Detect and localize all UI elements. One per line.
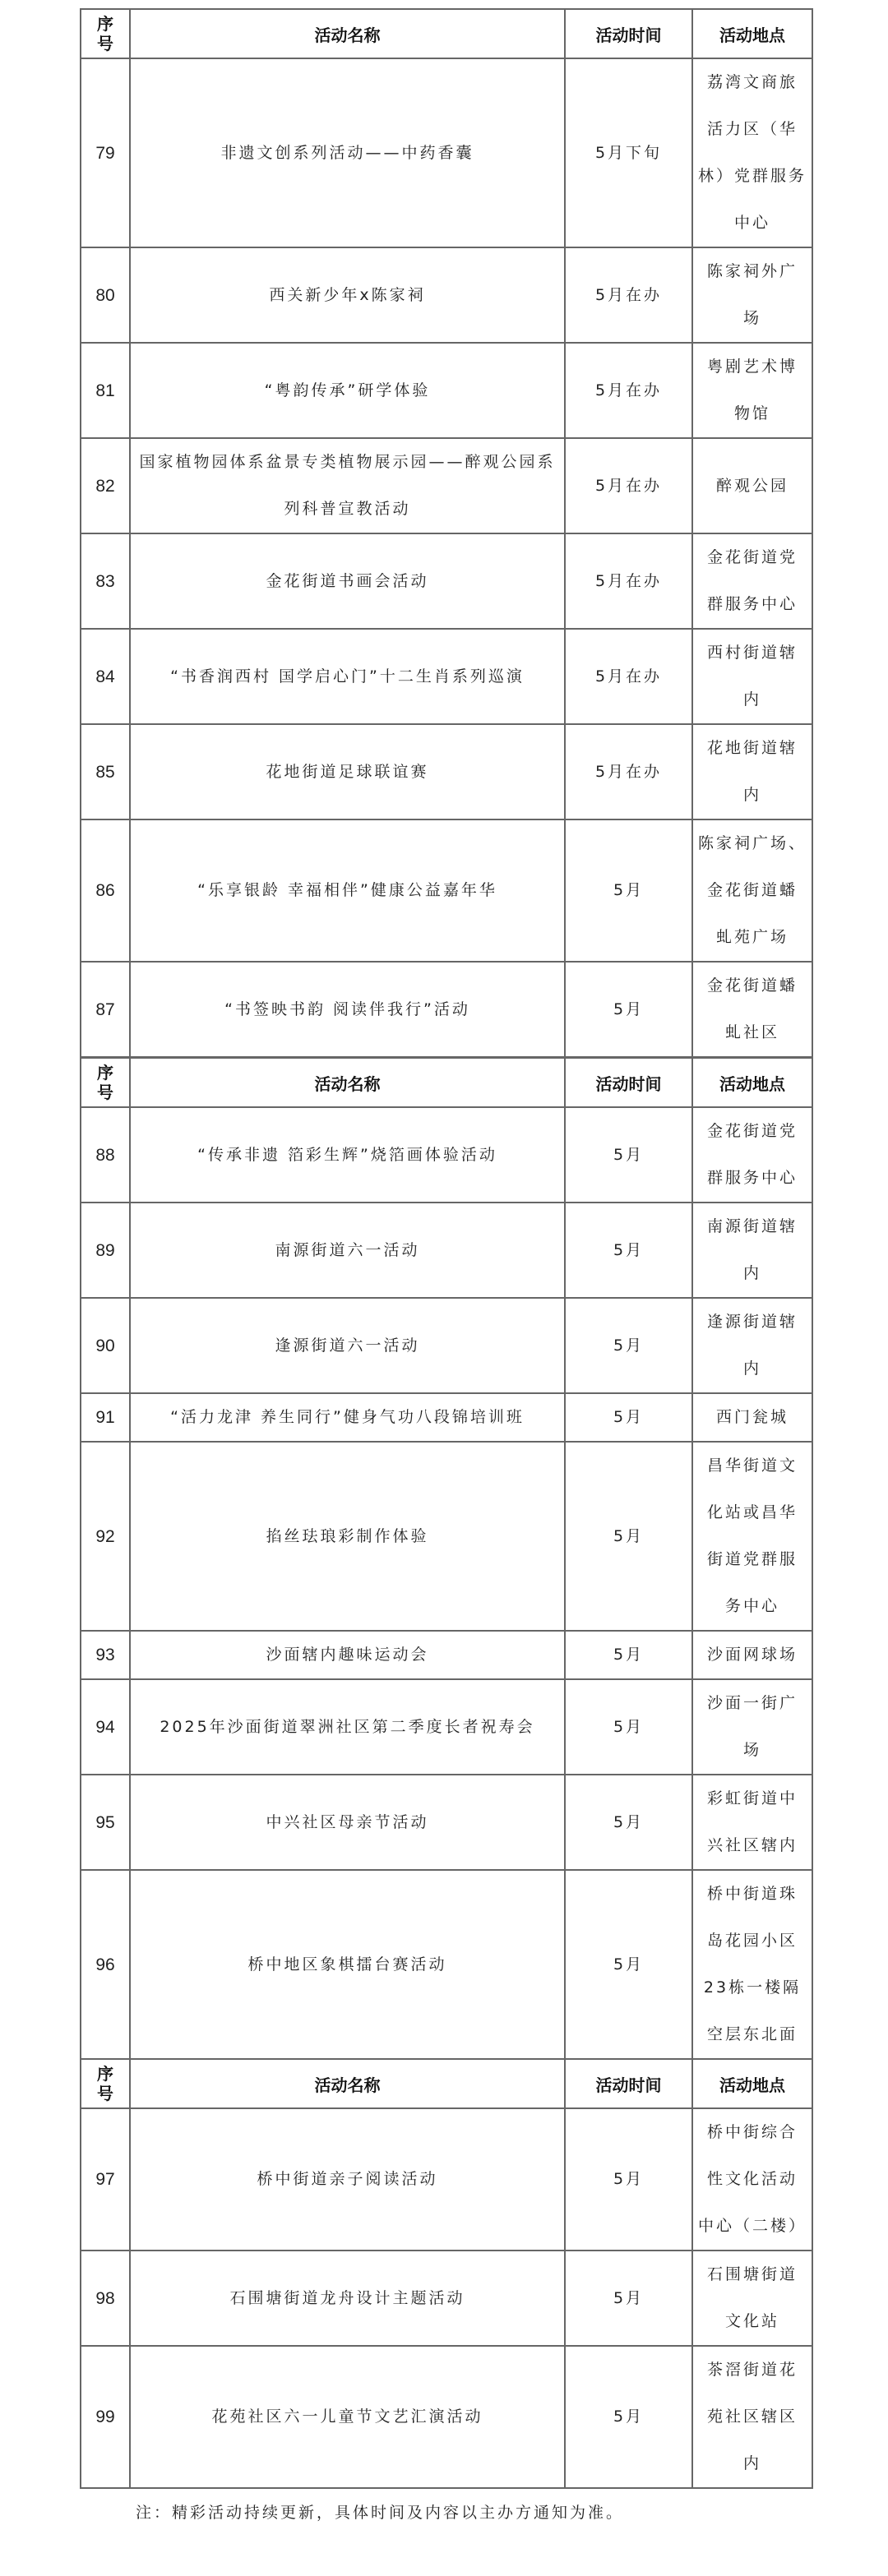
cell-name: “活力龙津 养生同行”健身气功八段锦培训班 [130, 1393, 565, 1442]
cell-time: 5月 [565, 1775, 692, 1870]
header-time: 活动时间 [565, 2059, 692, 2108]
table-row [81, 819, 812, 962]
cell-name: 逢源街道六一活动 [130, 1298, 565, 1393]
cell-location: 醉观公园 [692, 438, 812, 533]
cell-time: 5月 [565, 1679, 692, 1775]
cell-time: 5月 [565, 819, 692, 962]
activity-table [80, 1057, 813, 2060]
cell-location: 彩虹街道中 兴社区辖内 [692, 1775, 812, 1870]
cell-location: 金花街道党 群服务中心 [692, 533, 812, 629]
cell-name: 花地街道足球联谊赛 [130, 724, 565, 819]
cell-name: 花苑社区六一儿童节文艺汇演活动 [130, 2346, 565, 2488]
cell-name: 南源街道六一活动 [130, 1203, 565, 1298]
footnote: 注：精彩活动持续更新，具体时间及内容以主办方通知为准。 [136, 2504, 625, 2522]
cell-location: 桥中街道珠 岛花园小区 23栋一楼隔 空层东北面 [692, 1870, 812, 2059]
table-row [81, 2251, 812, 2346]
header-name: 活动名称 [130, 1058, 565, 1107]
cell-location: 粤剧艺术博 物馆 [692, 343, 812, 438]
cell-time: 5月 [565, 1442, 692, 1631]
cell-no: 99 [81, 2346, 130, 2488]
header-no: 序 号 [81, 1058, 130, 1107]
cell-location: 南源街道辖 内 [692, 1203, 812, 1298]
cell-no: 91 [81, 1393, 130, 1442]
cell-name: 沙面辖内趣味运动会 [130, 1631, 565, 1679]
table-row [81, 1393, 812, 1442]
cell-no: 95 [81, 1775, 130, 1870]
cell-no: 80 [81, 247, 130, 343]
table-row [81, 1442, 812, 1631]
header-no: 序 号 [81, 2059, 130, 2108]
cell-location: 沙面网球场 [692, 1631, 812, 1679]
cell-name: 国家植物园体系盆景专类植物展示园——醉观公园系 列科普宣教活动 [130, 438, 565, 533]
cell-time: 5月 [565, 1107, 692, 1203]
cell-name: 桥中地区象棋擂台赛活动 [130, 1870, 565, 2059]
cell-name: “乐享银龄 幸福相伴”健康公益嘉年华 [130, 819, 565, 962]
cell-no: 97 [81, 2108, 130, 2251]
header-row [81, 9, 812, 58]
cell-time: 5月在办 [565, 247, 692, 343]
cell-location: 逢源街道辖 内 [692, 1298, 812, 1393]
cell-location: 花地街道辖 内 [692, 724, 812, 819]
table-row [81, 962, 812, 1057]
cell-time: 5月在办 [565, 343, 692, 438]
table-row [81, 724, 812, 819]
cell-location: 金花街道蟠 虬社区 [692, 962, 812, 1057]
table-row [81, 247, 812, 343]
activity-table [80, 8, 813, 1058]
cell-time: 5月下旬 [565, 58, 692, 247]
header-location: 活动地点 [692, 1058, 812, 1107]
header-time: 活动时间 [565, 1058, 692, 1107]
header-time: 活动时间 [565, 9, 692, 58]
cell-time: 5月在办 [565, 438, 692, 533]
cell-name: 石围塘街道龙舟设计主题活动 [130, 2251, 565, 2346]
cell-location: 荔湾文商旅 活力区（华 林）党群服务 中心 [692, 58, 812, 247]
cell-location: 西门瓮城 [692, 1393, 812, 1442]
cell-name: 中兴社区母亲节活动 [130, 1775, 565, 1870]
cell-location: 陈家祠广场、 金花街道蟠 虬苑广场 [692, 819, 812, 962]
table-row [81, 58, 812, 247]
header-row [81, 1058, 812, 1107]
header-row [81, 2059, 812, 2108]
cell-name: 掐丝珐琅彩制作体验 [130, 1442, 565, 1631]
cell-name: “书香润西村 国学启心门”十二生肖系列巡演 [130, 629, 565, 724]
cell-location: 陈家祠外广 场 [692, 247, 812, 343]
cell-time: 5月在办 [565, 629, 692, 724]
cell-name: “书签映书韵 阅读伴我行”活动 [130, 962, 565, 1057]
cell-time: 5月 [565, 1393, 692, 1442]
table-row [81, 2346, 812, 2488]
cell-name: “粤韵传承”研学体验 [130, 343, 565, 438]
cell-time: 5月在办 [565, 533, 692, 629]
header-no: 序 号 [81, 9, 130, 58]
cell-name: 西关新少年x陈家祠 [130, 247, 565, 343]
table-row [81, 438, 812, 533]
cell-time: 5月 [565, 2108, 692, 2251]
cell-no: 81 [81, 343, 130, 438]
cell-no: 90 [81, 1298, 130, 1393]
activity-table [80, 2058, 813, 2489]
cell-location: 茶滘街道花 苑社区辖区 内 [692, 2346, 812, 2488]
cell-time: 5月 [565, 1631, 692, 1679]
cell-no: 84 [81, 629, 130, 724]
cell-time: 5月 [565, 1298, 692, 1393]
header-name: 活动名称 [130, 2059, 565, 2108]
cell-no: 87 [81, 962, 130, 1057]
table-row [81, 1298, 812, 1393]
cell-location: 桥中街综合 性文化活动 中心（二楼） [692, 2108, 812, 2251]
table-row [81, 343, 812, 438]
cell-location: 西村街道辖 内 [692, 629, 812, 724]
table-row [81, 629, 812, 724]
cell-no: 88 [81, 1107, 130, 1203]
cell-name: 金花街道书画会活动 [130, 533, 565, 629]
cell-location: 金花街道党 群服务中心 [692, 1107, 812, 1203]
cell-time: 5月在办 [565, 724, 692, 819]
header-location: 活动地点 [692, 2059, 812, 2108]
cell-name: “传承非遗 箔彩生辉”烧箔画体验活动 [130, 1107, 565, 1203]
cell-time: 5月 [565, 2251, 692, 2346]
cell-name: 2025年沙面街道翠洲社区第二季度长者祝寿会 [130, 1679, 565, 1775]
table-row [81, 1870, 812, 2059]
table-row [81, 1679, 812, 1775]
table-row [81, 1775, 812, 1870]
cell-name: 非遗文创系列活动——中药香囊 [130, 58, 565, 247]
cell-no: 96 [81, 1870, 130, 2059]
cell-time: 5月 [565, 962, 692, 1057]
header-location: 活动地点 [692, 9, 812, 58]
cell-name: 桥中街道亲子阅读活动 [130, 2108, 565, 2251]
cell-no: 94 [81, 1679, 130, 1775]
table-row [81, 2108, 812, 2251]
cell-no: 93 [81, 1631, 130, 1679]
cell-no: 79 [81, 58, 130, 247]
cell-location: 石围塘街道 文化站 [692, 2251, 812, 2346]
cell-time: 5月 [565, 1870, 692, 2059]
cell-no: 86 [81, 819, 130, 962]
cell-no: 89 [81, 1203, 130, 1298]
table-row [81, 533, 812, 629]
cell-no: 83 [81, 533, 130, 629]
table-row [81, 1107, 812, 1203]
cell-no: 92 [81, 1442, 130, 1631]
cell-time: 5月 [565, 1203, 692, 1298]
cell-location: 昌华街道文 化站或昌华 街道党群服 务中心 [692, 1442, 812, 1631]
cell-location: 沙面一街广 场 [692, 1679, 812, 1775]
table-row [81, 1631, 812, 1679]
cell-no: 98 [81, 2251, 130, 2346]
header-name: 活动名称 [130, 9, 565, 58]
cell-time: 5月 [565, 2346, 692, 2488]
table-row [81, 1203, 812, 1298]
cell-no: 82 [81, 438, 130, 533]
cell-no: 85 [81, 724, 130, 819]
